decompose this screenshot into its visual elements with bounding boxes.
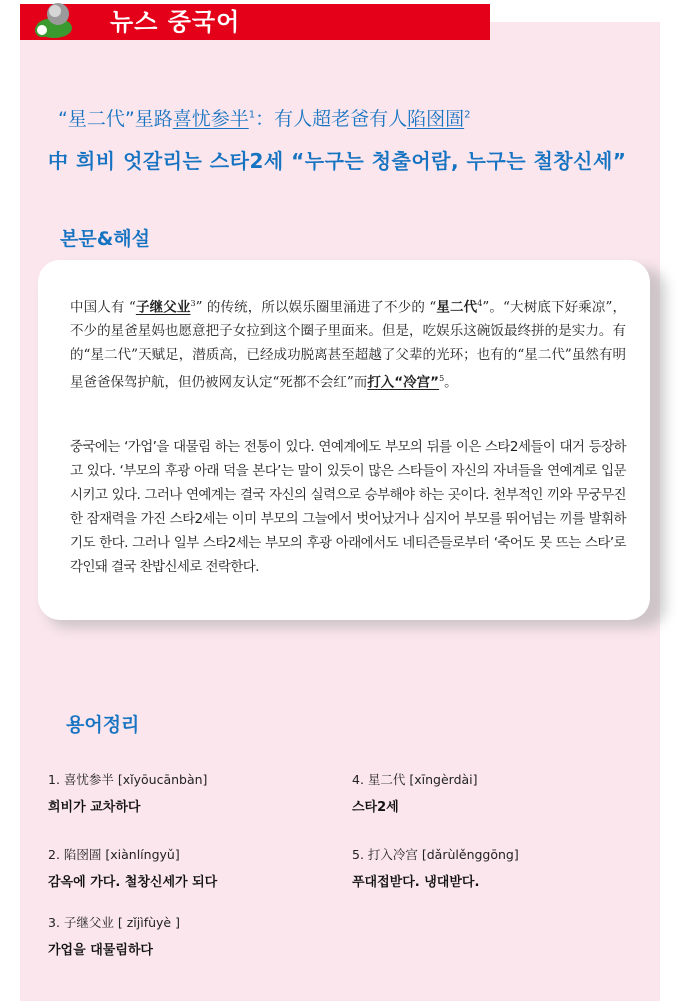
vocab-item — [48, 770, 308, 815]
vocab-meaning: 희비가 교차하다 — [48, 800, 141, 815]
vocab-meaning: 감옥에 가다. 철창신세가 되다 — [48, 875, 218, 890]
body-chinese-paragraph: 中国人有 “子继父业$^3$” 的传统，所以娱乐圈里涌进了不少的 “星二代$^4$”。“大树底下好乘凉”，不少的星爸星妈也愿意把子女拉到这个圈子里面来。但是，吃娱乐这碗饭最终拼的是实力。有的“星二代”天赋足，潜质高，已经成功脱离甚至超越了父辈的光环；也有的“星二代”虽然有明星爸爸保驾护航，但仍被网友认定“死都不会红”而打入“冷宫”$^5$。 — [70, 299, 626, 391]
vocab-item — [352, 845, 612, 890]
headline-chinese: “星二代”星路喜忧参半$^1$：有人超老爸有人陷囹圄$^2$ — [58, 108, 471, 130]
vocab-meaning: 스타2세 — [352, 800, 399, 815]
vocab-term: 2. 陷囹圄 [xiànlíngyǔ] — [48, 847, 180, 862]
vocab-term: 3. 子继父业 [ zǐjìfùyè ] — [48, 915, 180, 930]
vocab-item — [48, 845, 308, 890]
vocab-term: 4. 星二代 [xīngèrdài] — [352, 772, 478, 787]
headline-korean: 中 희비 엇갈리는 스타2세 “누구는 청출어람, 누구는 철창신세” — [48, 149, 627, 173]
body-korean-paragraph: 중국에는 ‘가업’을 대물림 하는 전통이 있다. 연예계에도 부모의 뒤를 이은 스타2세들이 대거 등장하고 있다. ‘부모의 후광 아래 덕을 본다’는 말이 있듯이 많은 스타들이 자신의 자녀들을 연예계로 입문시키고 있다. 그러나 연예계는 결국 자신의 실력으로 승부해야 하는 곳이다. 천부적인 끼와 무궁무진한 잠재력을 가진 스타2세는 이미 부모의 그늘에서 벗어났거나 심지어 부모를 뛰어넘는 끼를 발휘하기도 한다. 그러나 일부 스타2세는 부모의 후광 아래에서도 네티즌들로부터 ‘죽어도 못 뜨는 스타’로 각인돼 결국 찬밥신세로 전락한다. — [70, 439, 626, 575]
vocab-term: 5. 打入冷宫 [dǎrùlěnggōng] — [352, 847, 519, 862]
vocab-term: 1. 喜忧参半 [xǐyōucānbàn] — [48, 772, 208, 787]
section-title-vocab: 용어정리 — [66, 714, 140, 736]
vocab-item — [352, 770, 612, 815]
header-title: 뉴스 중국어 — [110, 8, 241, 36]
header-bar — [20, 4, 490, 40]
vocab-meaning: 가업을 대물림하다 — [48, 943, 153, 958]
vocab-item — [48, 913, 308, 958]
section-title-body: 본문&해설 — [60, 228, 150, 250]
vocab-meaning: 푸대접받다. 냉대받다. — [352, 875, 480, 890]
globe-logo-icon — [24, 0, 82, 44]
